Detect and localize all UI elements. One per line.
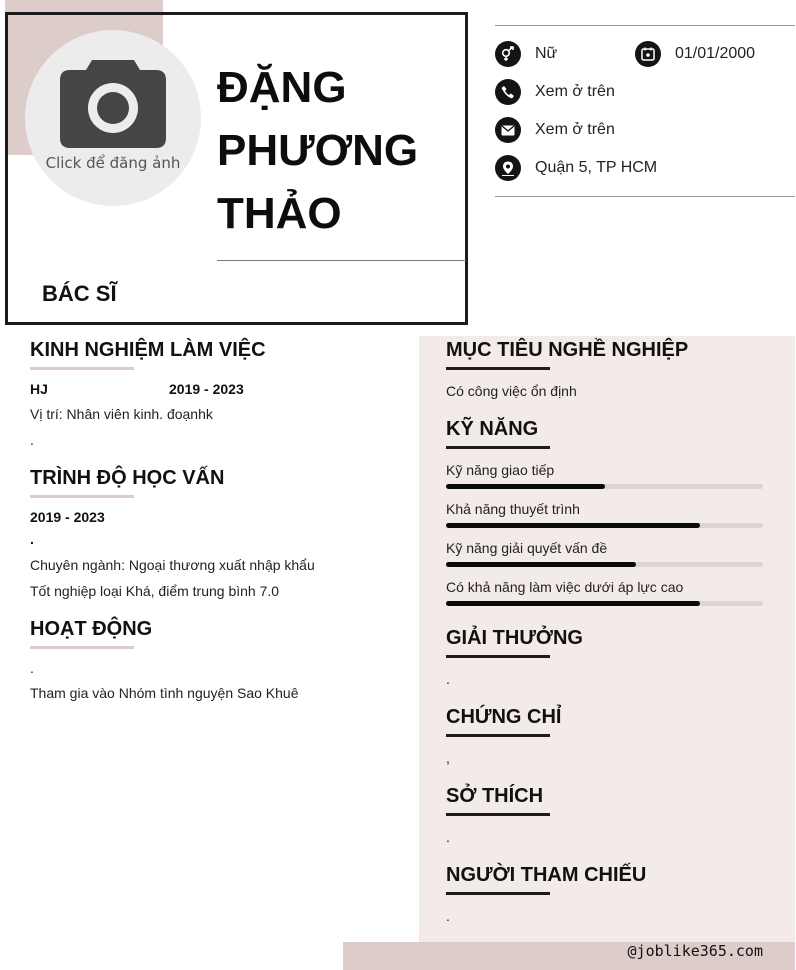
objective-text: Có công việc ổn định — [446, 383, 577, 399]
gender-value: Nữ — [535, 45, 558, 62]
divider — [495, 25, 795, 26]
contact-birthday — [635, 41, 755, 67]
section-underline — [30, 646, 134, 649]
skill-bar-fill — [446, 601, 700, 606]
phone-value: Xem ở trên — [535, 83, 615, 100]
references-text: . — [446, 908, 450, 924]
education-school: . — [30, 531, 34, 547]
experience-company: HJ — [30, 381, 48, 397]
photo-upload-caption[interactable]: Click để đăng ảnh — [45, 154, 181, 172]
hobbies-title: SỞ THÍCH — [446, 785, 544, 807]
skill-label: Kỹ năng giao tiếp — [446, 462, 555, 478]
email-value: Xem ở trên — [535, 121, 615, 138]
education-period: 2019 - 2023 — [30, 509, 105, 525]
gender-icon — [495, 41, 521, 67]
awards-text: . — [446, 671, 450, 687]
skill-bar — [446, 562, 763, 567]
skill-bar-fill — [446, 523, 700, 528]
camera-icon[interactable] — [60, 56, 166, 148]
skill-label: Kỹ năng giải quyết vấn đề — [446, 540, 608, 556]
skill-label: Khả năng thuyết trình — [446, 501, 580, 517]
birthday-value: 01/01/2000 — [675, 45, 756, 62]
skill-bar — [446, 484, 763, 489]
education-major: Chuyên ngành: Ngoại thương xuất nhập khẩu — [30, 557, 315, 573]
section-underline — [446, 446, 550, 449]
education-title: TRÌNH ĐỘ HỌC VẤN — [30, 467, 225, 489]
section-underline — [30, 495, 134, 498]
address-value: Quận 5, TP HCM — [535, 159, 658, 176]
experience-period: 2019 - 2023 — [169, 381, 244, 397]
certificates-title: CHỨNG CHỈ — [446, 706, 562, 728]
section-underline — [446, 655, 550, 658]
activities-line: . — [30, 660, 34, 676]
experience-title: KINH NGHIỆM LÀM VIỆC — [30, 339, 266, 361]
skill-bar-fill — [446, 484, 605, 489]
certificates-text: , — [446, 750, 450, 766]
divider — [495, 196, 795, 197]
section-underline — [446, 367, 550, 370]
activities-title: HOẠT ĐỘNG — [30, 618, 153, 640]
section-underline — [446, 813, 550, 816]
job-title: BÁC SĨ — [42, 281, 117, 306]
phone-icon — [495, 79, 521, 105]
skill-bar-fill — [446, 562, 636, 567]
contact-phone — [495, 79, 615, 105]
skill-bar — [446, 523, 763, 528]
location-pin-icon — [495, 155, 521, 181]
hobbies-text: . — [446, 829, 450, 845]
skill-bar — [446, 601, 763, 606]
mail-icon — [495, 117, 521, 143]
skills-title: KỸ NĂNG — [446, 418, 539, 440]
name-line: ĐẶNG — [217, 63, 347, 112]
education-grade: Tốt nghiệp loại Khá, điểm trung bình 7.0 — [30, 583, 280, 599]
name-line: PHƯƠNG — [217, 126, 419, 175]
awards-title: GIẢI THƯỞNG — [446, 627, 583, 649]
contact-gender — [495, 41, 557, 67]
objective-title: MỤC TIÊU NGHỀ NGHIỆP — [446, 339, 689, 361]
activities-line: Tham gia vào Nhóm tình nguyện Sao Khuê — [30, 685, 299, 701]
divider — [217, 260, 466, 261]
skill-label: Có khả năng làm việc dưới áp lực cao — [446, 579, 684, 595]
experience-note: . — [30, 432, 34, 448]
experience-position: Vị trí: Nhân viên kinh. đoạnhk — [30, 406, 213, 422]
section-underline — [446, 892, 550, 895]
calendar-icon — [635, 41, 661, 67]
references-title: NGƯỜI THAM CHIẾU — [446, 864, 647, 886]
contact-address — [495, 155, 657, 181]
section-underline — [446, 734, 550, 737]
section-underline — [30, 367, 134, 370]
full-name — [217, 56, 418, 245]
name-line: THẢO — [217, 189, 342, 238]
contact-email — [495, 117, 615, 143]
watermark: @joblike365.com — [627, 942, 763, 960]
